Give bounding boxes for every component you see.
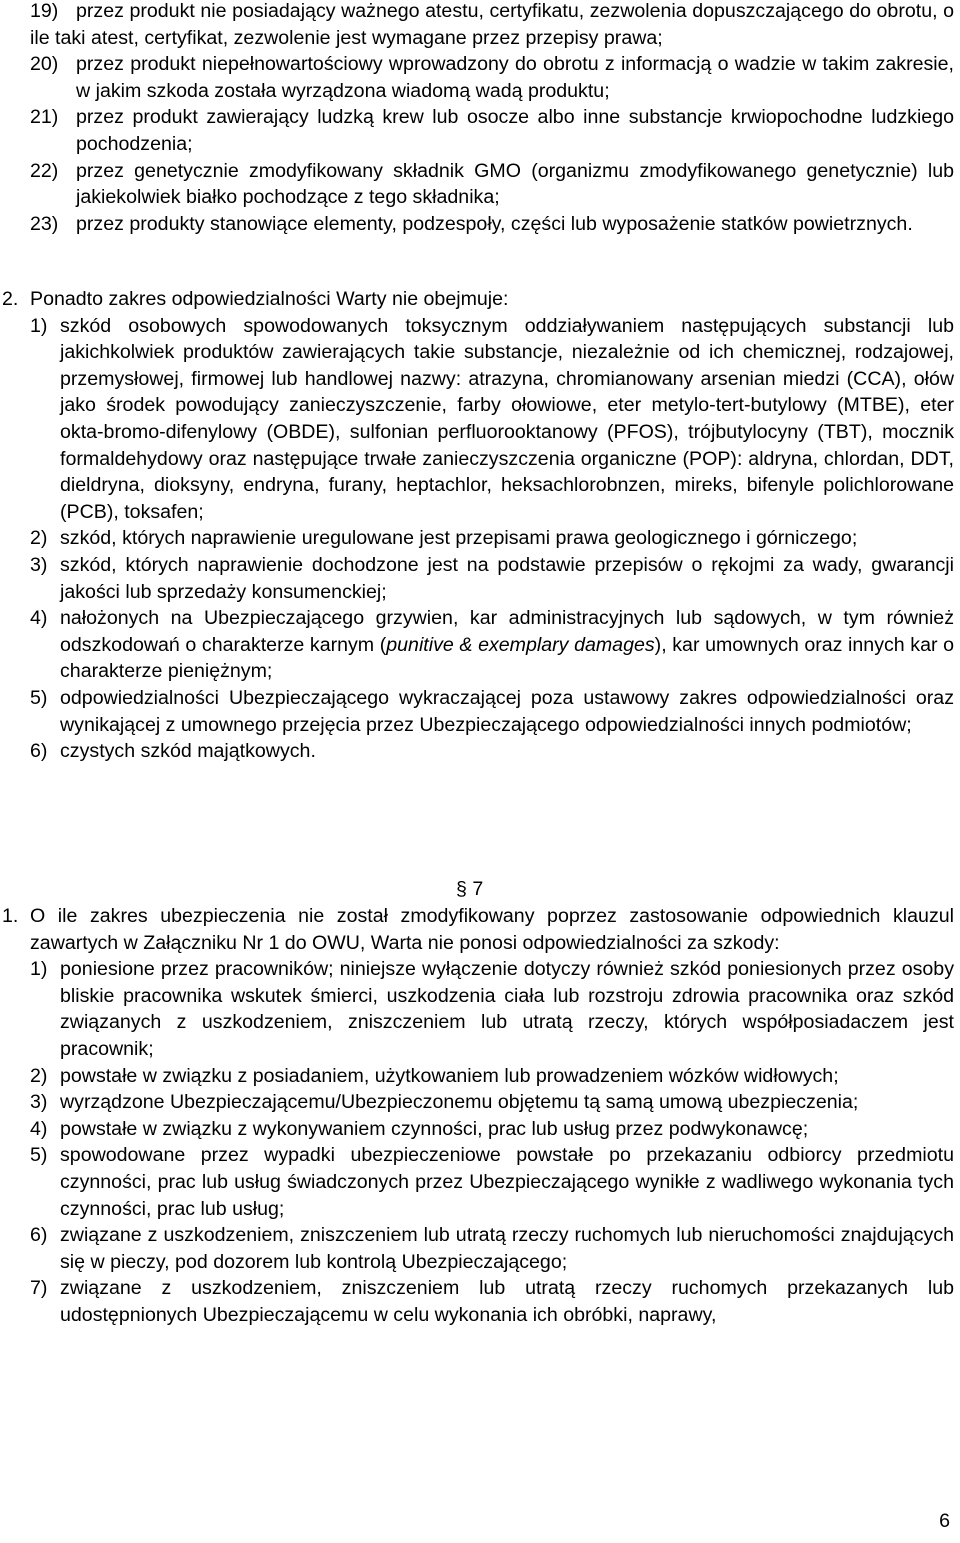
list-item <box>0 552 960 605</box>
section-heading: § 7 <box>456 878 484 900</box>
exclusions-list-continued <box>0 0 960 237</box>
item-text: przez produkt nie posiadający ważnego atestu, certyfikatu, zezwolenia dopuszczającego do obrotu, o ile taki atest, certyfikat, zezwolenie jest wymagane przez przepisy prawa; <box>30 0 954 49</box>
list-item <box>0 211 960 238</box>
item-number: 3) <box>30 1091 48 1114</box>
item-number: 3) <box>30 553 48 576</box>
list-item <box>0 1142 960 1222</box>
item-number: 6) <box>30 740 48 763</box>
page-number: 6 <box>939 1510 950 1532</box>
list-item <box>0 313 960 526</box>
list-item <box>0 956 960 1062</box>
item-text: przez produkt zawierający ludzką krew lub osocze albo inne substancje krwiopochodne ludzkiego pochodzenia; <box>76 106 954 155</box>
item-text: przez produkt niepełnowartościowy wprowadzony do obrotu z informacją o wadzie w takim zakresie, w jakim szkoda została wyrządzona wiadomą wadą produktu; <box>76 53 954 102</box>
list-item <box>0 0 960 51</box>
item-text: spowodowane przez wypadki ubezpieczeniowe powstałe po przekazaniu odbiorcy przedmiotu czynności, prac lub usług świadczonych przez Ubezpieczającego wynikłe z wadliwego wykonania tych czynności, prac lub usług; <box>60 1144 954 1220</box>
list-item <box>0 1089 960 1116</box>
item-number: 2) <box>30 527 48 550</box>
list-item <box>0 158 960 211</box>
item-number: 1) <box>30 314 48 337</box>
item-text: szkód, których naprawienie dochodzone jest na podstawie przepisów o rękojmi za wady, gwarancji jakości lub sprzedaży konsumenckiej; <box>60 553 954 603</box>
item-text-part: nałożonych na Ubezpieczającego grzywien, kar administracyjnych lub sądowych, w tym również odszkodowań o charakterze karnym ( <box>60 607 954 656</box>
item-text <box>60 605 954 685</box>
item-number: 21) <box>30 106 59 129</box>
item-number: 2) <box>30 1064 48 1087</box>
list-item <box>0 1116 960 1143</box>
section-intro <box>0 903 960 956</box>
item-number: 4) <box>30 1117 48 1140</box>
item-text: związane z uszkodzeniem, zniszczeniem lub utratą rzeczy ruchomych przekazanych lub udostępnionych Ubezpieczającemu w celu wykonania ich obróbki, naprawy, <box>60 1277 954 1326</box>
list-item <box>0 51 960 104</box>
item-text: poniesione przez pracowników; niniejsze wyłączenie dotyczy również szkód poniesionych przez osoby bliskie pracownika wskutek śmierci, uszkodzenia ciała lub rozstroju zdrowia pracownika oraz szkód związanych z uszkodzeniem, zniszczeniem lub utratą rzeczy, których współposiadaczem jest pracownik; <box>60 958 954 1060</box>
item-text-part: ), kar umownych oraz innych kar o charakterze pieniężnym; <box>60 633 955 683</box>
item-text: powstałe w związku z posiadaniem, użytkowaniem lub prowadzeniem wózków widłowych; <box>60 1064 839 1087</box>
item-text: szkód, których naprawienie uregulowane jest przepisami prawa geologicznego i górniczego; <box>60 527 858 550</box>
item-number: 1) <box>30 958 48 981</box>
item-text: wyrządzone Ubezpieczającemu/Ubezpieczonemu objętemu tą samą umową ubezpieczenia; <box>60 1091 859 1114</box>
item-text: czystych szkód majątkowych. <box>60 740 316 763</box>
list-item <box>0 1275 960 1328</box>
list-item <box>0 685 960 738</box>
item-text: odpowiedzialności Ubezpieczającego wykraczającej poza ustawowy zakres odpowiedzialności oraz wynikającej z umownego przejęcia przez Ubezpieczającego odpowiedzialności innych podmiotów; <box>60 686 954 736</box>
item-text: szkód osobowych spowodowanych toksycznym oddziaływaniem następujących substancji lub jakichkolwiek produktów zawierających takie substancje, niezależnie od ich chemicznej, rodzajowej, przemysłowej, firmowej lub handlowej nazwy: atrazyna, chromianowany arsenian miedzi (CCA), ołów jako środek powodujący zanieczyszczenie, farby ołowiowe, eter metylo-tert-butylowy (MTBE), eter okta-bromo-difenylowy (OBDE), sulfonian perfluorooktanowy (PFOS), trójbutylocyny (TBT), mocznik formaldehydowy oraz następujące trwałe zanieczyszczenia organiczne (POP): aldryna, chlordan, DDT, dieldryna, dioksyny, endryna, furany, heptachlor, heksachlorobnzen, mireks, bifenyle polichlorowane (PCB), toksafen; <box>60 314 954 523</box>
section-intro-text: Ponadto zakres odpowiedzialności Warty nie obejmuje: <box>30 288 509 310</box>
list-item <box>0 525 960 552</box>
item-number: 20) <box>30 53 59 76</box>
section-intro-text: O ile zakres ubezpieczenia nie został zmodyfikowany poprzez zastosowanie odpowiednich klauzul zawartych w Załączniku Nr 1 do OWU, Warta nie ponosi odpowiedzialności za szkody: <box>30 905 954 954</box>
item-number: 5) <box>30 1144 48 1167</box>
item-number: 7) <box>30 1277 48 1300</box>
item-number: 19) <box>30 0 59 22</box>
list-item <box>0 605 960 685</box>
item-number: 6) <box>30 1224 48 1247</box>
section-1-exclusions <box>0 903 960 1329</box>
list-item <box>0 738 960 765</box>
section-number: 2. <box>2 288 19 310</box>
item-text: przez genetycznie zmodyfikowany składnik GMO (organizmu zmodyfikowanego genetycznie) lub jakiekolwiek białko pochodzące z tego składnika; <box>76 159 954 209</box>
item-text: przez produkty stanowiące elementy, podzespoły, części lub wyposażenie statków powietrznych. <box>76 212 913 235</box>
list-item <box>0 104 960 157</box>
item-text: związane z uszkodzeniem, zniszczeniem lub utratą rzeczy ruchomych lub nieruchomości znajdujących się w pieczy, pod dozorem lub kontrolą Ubezpieczającego; <box>60 1224 954 1273</box>
item-number: 22) <box>30 159 59 182</box>
list-item <box>0 1222 960 1275</box>
item-text: powstałe w związku z wykonywaniem czynności, prac lub usług przez podwykonawcę; <box>60 1117 809 1140</box>
item-number: 4) <box>30 607 48 630</box>
item-number: 5) <box>30 686 48 709</box>
item-number: 23) <box>30 212 59 235</box>
section-number: 1. <box>2 905 19 927</box>
section-intro <box>0 286 960 313</box>
list-item <box>0 1063 960 1090</box>
section-2-exclusions <box>0 286 960 765</box>
item-text-italic: punitive & exemplary damages <box>386 633 655 656</box>
